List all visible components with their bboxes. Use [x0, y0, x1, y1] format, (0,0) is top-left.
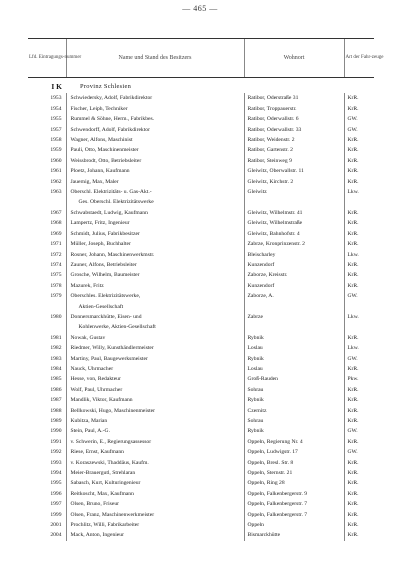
owner-name: Schwabstaedt, Ludwig, Kaufmann: [66, 208, 244, 218]
entry-number: [28, 322, 66, 332]
entry-number: 1955: [50, 116, 62, 123]
table-row: [28, 530, 374, 540]
entry-number: 1959: [50, 147, 62, 154]
owner-name: Ploetz, Johann, Kaufmann: [66, 166, 244, 176]
residence: Oppeln, Falkenbergerstr. 9: [244, 489, 344, 499]
owner-name: Kubitza, Marian: [66, 416, 244, 426]
owner-name: Nauck, Uhrmacher: [66, 364, 244, 374]
vehicle-type: KrR.: [344, 156, 374, 166]
registration-table: [28, 38, 384, 541]
table-row: [28, 458, 374, 468]
vehicle-type: KrR.: [344, 406, 374, 416]
entry-number: 1979: [50, 293, 62, 300]
residence: Zaborze, A.: [244, 291, 344, 301]
vehicle-type: Pkw.: [344, 374, 374, 384]
table-row: [28, 426, 374, 436]
residence: [244, 322, 344, 332]
entry-number: [28, 302, 66, 312]
entry-number: 1978: [50, 282, 62, 289]
owner-name: Riese, Ernst, Kaufmann: [66, 447, 244, 457]
owner-name: Mandlik, Viktor, Kaufmann: [66, 395, 244, 405]
table-row-continuation: [28, 322, 374, 332]
entry-number: 1997: [50, 501, 62, 508]
entry-number: 1991: [50, 438, 62, 445]
owner-name: Oberschles. Elektrizitätswerke,: [66, 291, 244, 301]
residence: Gleiwitz: [244, 187, 344, 197]
table-row: [28, 281, 374, 291]
vehicle-type: KrR.: [344, 416, 374, 426]
vehicle-type: KrR.: [344, 135, 374, 145]
table-row-continuation: [28, 302, 374, 312]
owner-name: v. Koraszewski, Thaddäus, Kaufm.: [66, 458, 244, 468]
owner-name: Nowak, Gustav: [66, 333, 244, 343]
residence: Gleiwitz, Wilhelmstr. 41: [244, 208, 344, 218]
table-row: [28, 385, 374, 395]
entry-number: 1996: [50, 490, 62, 497]
vehicle-type: KrR.: [344, 395, 374, 405]
table-row: [28, 218, 374, 228]
residence: Gleiwitz, Wilhelmstraße: [244, 218, 344, 228]
residence: Groß-Rauden: [244, 374, 344, 384]
residence: Ratibor, Steinweg 9: [244, 156, 344, 166]
owner-name: Prochlitz, Willi, Fabrikarbeiter: [66, 520, 244, 530]
residence: Ratibor, Weidenstr. 2: [244, 135, 344, 145]
vehicle-type: Lkw.: [344, 187, 374, 197]
owner-name: Mazurek, Fritz: [66, 281, 244, 291]
owner-name: Ges. Oberschl. Elektrizitätswerke: [66, 197, 244, 207]
table-row: [28, 499, 374, 509]
vehicle-type: KrR.: [344, 281, 374, 291]
residence: Ratibor, Oderstraße 31: [244, 93, 344, 103]
entry-number: 1990: [50, 428, 62, 435]
owner-name: Riedmer, Willy, Kunsthändlermeister: [66, 343, 244, 353]
table-row: [28, 395, 374, 405]
vehicle-type: Lkw.: [344, 312, 374, 322]
table-header-row: [28, 39, 374, 78]
entry-number: 1987: [50, 397, 62, 404]
page-number: — 465 —: [182, 4, 218, 13]
residence: Rybnik: [244, 354, 344, 364]
vehicle-type: GW.: [344, 447, 374, 457]
residence: Loslau: [244, 364, 344, 374]
header-address: Wohnort: [244, 39, 344, 78]
entry-number: 1963: [50, 189, 62, 196]
owner-name: Müller, Joseph, Buchhalter: [66, 239, 244, 249]
entry-number: 1986: [50, 386, 62, 393]
owner-name: Pauli, Otto, Maschinenmeister: [66, 145, 244, 155]
vehicle-type: KrR.: [344, 260, 374, 270]
table-row: [28, 520, 374, 530]
vehicle-type: KrR.: [344, 385, 374, 395]
entry-number: 1958: [50, 137, 62, 144]
table-row-continuation: [28, 197, 374, 207]
residence: Kunzendorf: [244, 260, 344, 270]
owner-name: Schmidt, Julius, Fabrikbesitzer: [66, 229, 244, 239]
owner-name: Fischer, Leiph, Techniker: [66, 104, 244, 114]
entry-number: 1957: [50, 126, 62, 133]
header-nr: Lfd. Eintragungs-nummer: [28, 39, 66, 78]
residence: Gleiwitz, Kirchstr. 2: [244, 177, 344, 187]
owner-name: Mack, Anton, Ingenieur: [66, 530, 244, 540]
owner-name: Jauernig, Max, Maler: [66, 177, 244, 187]
owner-name: Olsen, Franz, Maschinenwerkmeister: [66, 510, 244, 520]
vehicle-type: [344, 302, 374, 312]
table-row: [28, 104, 374, 114]
entry-number: 2001: [50, 522, 62, 529]
section-code: I K: [51, 82, 62, 91]
owner-name: Bellkowski, Hugo, Maschinenmeister: [66, 406, 244, 416]
vehicle-type: KrR.: [344, 530, 374, 540]
residence: Oppeln: [244, 520, 344, 530]
vehicle-type: GW.: [344, 125, 374, 135]
residence: Zabrze, Kronprinzenstr. 2: [244, 239, 344, 249]
residence: Bleischarley: [244, 250, 344, 260]
residence: Zaborze, Kreisstr.: [244, 270, 344, 280]
header-vehicle-type: Art der Fahr-zeuge: [344, 39, 374, 78]
entry-number: 1980: [50, 313, 62, 320]
table-row: [28, 177, 374, 187]
residence: Oppeln, Sternstr. 21: [244, 468, 344, 478]
table-row: [28, 125, 374, 135]
residence: Oppeln, Ludwigstr. 17: [244, 447, 344, 457]
vehicle-type: Lkw.: [344, 343, 374, 353]
owner-name: Grosche, Wilhelm, Baumeister: [66, 270, 244, 280]
table-row: [28, 114, 374, 124]
vehicle-type: KrR.: [344, 166, 374, 176]
vehicle-type: KrR.: [344, 437, 374, 447]
residence: Oppeln, Falkenbergerstr. 7: [244, 499, 344, 509]
table-row: [28, 312, 374, 322]
owner-name: Rummel & Söhne, Herm., Fabrikbes.: [66, 114, 244, 124]
entry-number: 1983: [50, 355, 62, 362]
table-row: [28, 145, 374, 155]
residence: Oppeln, Falkenbergerstr. 7: [244, 510, 344, 520]
entry-number: 1971: [50, 241, 62, 248]
residence: Sohrau: [244, 416, 344, 426]
residence: Rybnik: [244, 426, 344, 436]
vehicle-type: KrR.: [344, 458, 374, 468]
owner-name: Aktien-Gesellschaft: [66, 302, 244, 312]
entry-number: 1953: [50, 95, 62, 102]
owner-name: Martiny, Paul, Baugewerksmeister: [66, 354, 244, 364]
owner-name: Kohlenwerke, Aktien-Gesellschaft: [66, 322, 244, 332]
owner-name: Donnersmarckhütte, Eisen- und: [66, 312, 244, 322]
table-body: [28, 78, 374, 541]
vehicle-type: KrR.: [344, 499, 374, 509]
table-row: [28, 239, 374, 249]
table-row: [28, 250, 374, 260]
owner-name: Hesse, von, Redakteur: [66, 374, 244, 384]
vehicle-type: KrR.: [344, 208, 374, 218]
vehicle-type: [344, 322, 374, 332]
section-row: [28, 78, 374, 94]
vehicle-type: GW.: [344, 114, 374, 124]
table-row: [28, 478, 374, 488]
vehicle-type: [344, 197, 374, 207]
vehicle-type: KrR.: [344, 520, 374, 530]
owner-name: Meier-Brauergutl, Strehlaran: [66, 468, 244, 478]
residence: Bismarckhütte: [244, 530, 344, 540]
entry-number: 1989: [50, 418, 62, 424]
residence: Kunzendorf: [244, 281, 344, 291]
vehicle-type: KrR.: [344, 510, 374, 520]
header-name: Name und Stand des Besitzers: [66, 39, 244, 78]
owner-name: Olsen, Bruno, Friseur: [66, 499, 244, 509]
owner-name: Lampertz, Fritz, Ingenieur: [66, 218, 244, 228]
owner-name: Wagner, Alfons, Maschinist: [66, 135, 244, 145]
table-row: [28, 364, 374, 374]
table-row: [28, 374, 374, 384]
owner-name: Stein, Paul, A.-G.: [66, 426, 244, 436]
table-row: [28, 406, 374, 416]
residence: Gleiwitz, Oberwallstr. 11: [244, 166, 344, 176]
owner-name: Sabasch, Kurt, Kulturingenieur: [66, 478, 244, 488]
entry-number: 1975: [50, 272, 62, 279]
entry-number: 1954: [50, 105, 62, 112]
table-row: [28, 156, 374, 166]
entry-number: 2004: [50, 532, 62, 539]
residence: Ratibor, Gartenstr. 2: [244, 145, 344, 155]
residence: Sohrau: [244, 385, 344, 395]
entry-number: 1982: [50, 345, 62, 352]
entry-number: 1968: [50, 220, 62, 227]
vehicle-type: KrR.: [344, 229, 374, 239]
table-row: [28, 489, 374, 499]
entry-number: 1985: [50, 376, 62, 383]
table-row: [28, 354, 374, 364]
entry-number: 1995: [50, 480, 62, 487]
table-row: [28, 93, 374, 103]
residence: Oppeln, Bresl. Str. 8: [244, 458, 344, 468]
entry-number: 1969: [50, 230, 62, 237]
owner-name: Rosner, Johann, Maschinenwerkmstr.: [66, 250, 244, 260]
residence: Zabrze: [244, 312, 344, 322]
owner-name: Schwiedersky, Adolf, Fabrikdirektor: [66, 93, 244, 103]
entry-number: 1961: [50, 168, 62, 175]
owner-name: Reitkoscht, Max, Kaufmann: [66, 489, 244, 499]
table-row: [28, 437, 374, 447]
vehicle-type: KrR.: [344, 104, 374, 114]
entry-number: 1974: [50, 261, 62, 268]
entry-number: 1988: [50, 407, 62, 414]
vehicle-type: GW.: [344, 291, 374, 301]
residence: [244, 197, 344, 207]
vehicle-type: KrR.: [344, 364, 374, 374]
section-title: Provinz Schlesien: [80, 83, 132, 90]
entry-number: 1984: [50, 365, 62, 372]
entry-number: 1993: [50, 459, 62, 466]
owner-name: Zauner, Alfons, Betriebsleiter: [66, 260, 244, 270]
vehicle-type: KrR.: [344, 177, 374, 187]
entry-number: 1962: [50, 178, 62, 185]
residence: [244, 302, 344, 312]
owner-name: Oberschl. Elektrizitäts- u. Gas-Akt.-: [66, 187, 244, 197]
entry-number: 1992: [50, 449, 62, 456]
table-row: [28, 291, 374, 301]
residence: Loslau: [244, 343, 344, 353]
table-row: [28, 468, 374, 478]
residence: Oppeln, Ring 28: [244, 478, 344, 488]
table-row: [28, 333, 374, 343]
table-row: [28, 416, 374, 426]
vehicle-type: KrR.: [344, 93, 374, 103]
entry-number: 1981: [50, 334, 62, 341]
vehicle-type: KrR.: [344, 333, 374, 343]
vehicle-type: KrR.: [344, 270, 374, 280]
entry-number: 1972: [50, 251, 62, 258]
vehicle-type: KrR.: [344, 239, 374, 249]
table-row: [28, 187, 374, 197]
vehicle-type: KrR.: [344, 478, 374, 488]
entry-number: 1967: [50, 209, 62, 216]
residence: Rybnik: [244, 333, 344, 343]
vehicle-type: KrR.: [344, 218, 374, 228]
table-row: [28, 166, 374, 176]
table-row: [28, 229, 374, 239]
owner-name: Weissbrodt, Otto, Betriebsleiter: [66, 156, 244, 166]
table-row: [28, 270, 374, 280]
vehicle-type: GW.: [344, 426, 374, 436]
entry-number: 1994: [50, 470, 62, 477]
residence: Ratibor, Troppauerstr.: [244, 104, 344, 114]
table-row: [28, 208, 374, 218]
entry-number: [28, 197, 66, 207]
residence: Czernitz: [244, 406, 344, 416]
vehicle-type: KrR.: [344, 468, 374, 478]
entry-number: 1960: [50, 157, 62, 164]
entry-number: 1999: [50, 511, 62, 518]
table-row: [28, 447, 374, 457]
section-title-cell: [66, 78, 374, 94]
residence: Gleiwitz, Bahnhofstr. 4: [244, 229, 344, 239]
residence: Rybnik: [244, 395, 344, 405]
table-row: [28, 135, 374, 145]
owner-name: v. Schwerin, E., Regierungsassessor: [66, 437, 244, 447]
owner-name: Schwendorff, Adolf, Fabrikdirektor: [66, 125, 244, 135]
owner-name: Wolf, Paul, Uhrmacher: [66, 385, 244, 395]
residence: Ratibor, Oderwallstr. 33: [244, 125, 344, 135]
residence: Ratibor, Oderwallstr. 6: [244, 114, 344, 124]
table-row: [28, 260, 374, 270]
vehicle-type: GW.: [344, 354, 374, 364]
table-row: [28, 343, 374, 353]
vehicle-type: KrR.: [344, 145, 374, 155]
residence: Oppeln, Regierung Nr. 4: [244, 437, 344, 447]
vehicle-type: KrR.: [344, 489, 374, 499]
vehicle-type: Lkw.: [344, 250, 374, 260]
table-row: [28, 510, 374, 520]
